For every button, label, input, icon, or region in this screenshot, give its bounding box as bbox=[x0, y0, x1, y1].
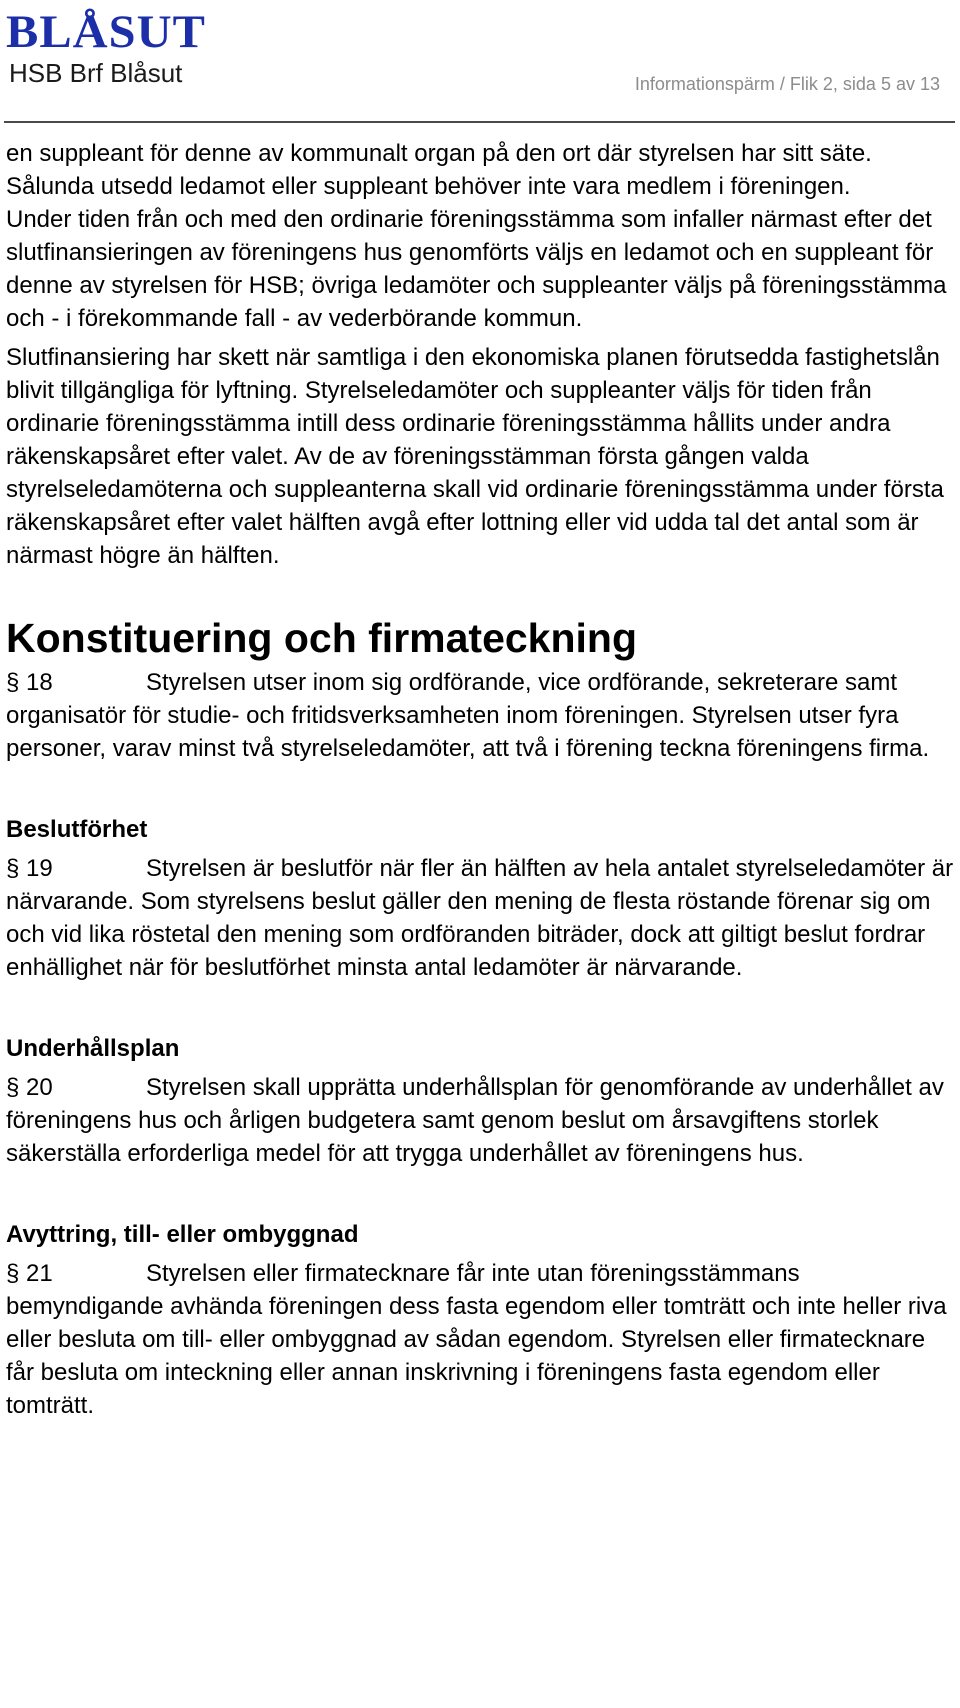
section-number: § 18 bbox=[6, 669, 53, 696]
logo-wordmark: BLÅSUT bbox=[6, 6, 206, 58]
paragraph-val-ledamot: Under tiden från och med den ordinarie föreningsstämma som infaller närmast efter det slutfinansieringen av föreningens hus genomförts väljs en ledamot och en suppleant för denne av styrelsen för HSB; övriga ledamöter och suppleanter väljs på föreningsstämma och - i förekommande fall - av vederbörande kommun. bbox=[6, 206, 947, 332]
section-number: § 21 bbox=[6, 1260, 53, 1287]
logo-subtitle: HSB Brf Blåsut bbox=[9, 58, 183, 88]
header-divider bbox=[4, 121, 955, 123]
section-20 bbox=[6, 1071, 954, 1170]
paragraph-suppleant: en suppleant för denne av kommunalt organ på den ort där styrelsen har sitt säte. Sålunda utsedd ledamot eller suppleant behöver inte vara medlem i föreningen. bbox=[6, 140, 872, 200]
section-text: Styrelsen eller firmatecknare får inte utan föreningsstämmans bemyndigande avhända föreningen dess fasta egendom eller tomträtt och inte heller riva eller besluta om till- eller ombyggnad av sådan egendom. Styrelsen eller firmatecknare får besluta om inteckning eller annan inskrivning i föreningens fasta egendom eller tomträtt. bbox=[6, 1260, 947, 1419]
heading-beslutforhet: Beslutförhet bbox=[6, 816, 148, 843]
heading-konstituering: Konstituering och firmateckning bbox=[6, 615, 637, 661]
section-text: Styrelsen är beslutför när fler än hälften av hela antalet styrelseledamöter är närvarande. Som styrelsens beslut gäller den mening de flesta röstande förenar sig om och vid lika röstetal den mening som ordföranden biträder, dock att giltigt beslut fordrar enhällighet när för beslutförhet minsta antal ledamöter är närvarande. bbox=[6, 855, 954, 981]
section-number: § 20 bbox=[6, 1074, 53, 1101]
heading-underhallsplan: Underhållsplan bbox=[6, 1035, 180, 1062]
section-18 bbox=[6, 666, 954, 765]
heading-avyttring: Avyttring, till- eller ombyggnad bbox=[6, 1221, 359, 1248]
hsb-blasut-logo bbox=[6, 8, 216, 88]
section-text: Styrelsen utser inom sig ordförande, vice ordförande, sekreterare samt organisatör för studie- och fritidsverksamheten inom föreningen. Styrelsen utser fyra personer, varav minst två styrelseledamöter, att två i förening teckna föreningens firma. bbox=[6, 669, 930, 762]
document-body bbox=[6, 137, 954, 1422]
section-text: Styrelsen skall upprätta underhållsplan för genomförande av underhållet av föreningens hus och årligen budgetera samt genom beslut om årsavgiftens storlek säkerställa erforderliga medel för att trygga underhållet av föreningens hus. bbox=[6, 1074, 944, 1167]
section-number: § 19 bbox=[6, 855, 53, 882]
page-header bbox=[0, 0, 960, 124]
page-reference: Informationspärm / Flik 2, sida 5 av 13 bbox=[634, 74, 940, 94]
section-21 bbox=[6, 1257, 954, 1422]
paragraph-slutfinansiering: Slutfinansiering har skett när samtliga i den ekonomiska planen förutsedda fastighetslån blivit tillgängliga för lyftning. Styrelseledamöter och suppleanter väljs för tiden från ordinarie föreningsstämma intill dess ordinarie föreningsstämma hållits under andra räkenskapsåret efter valet. Av de av föreningsstämman första gången valda styrelseledamöterna och suppleanterna skall vid ordinarie föreningsstämma under första räkenskapsåret efter valet hälften avgå efter lottning eller vid udda tal det antal som är närmast högre än hälften. bbox=[6, 344, 944, 569]
section-19 bbox=[6, 852, 954, 984]
